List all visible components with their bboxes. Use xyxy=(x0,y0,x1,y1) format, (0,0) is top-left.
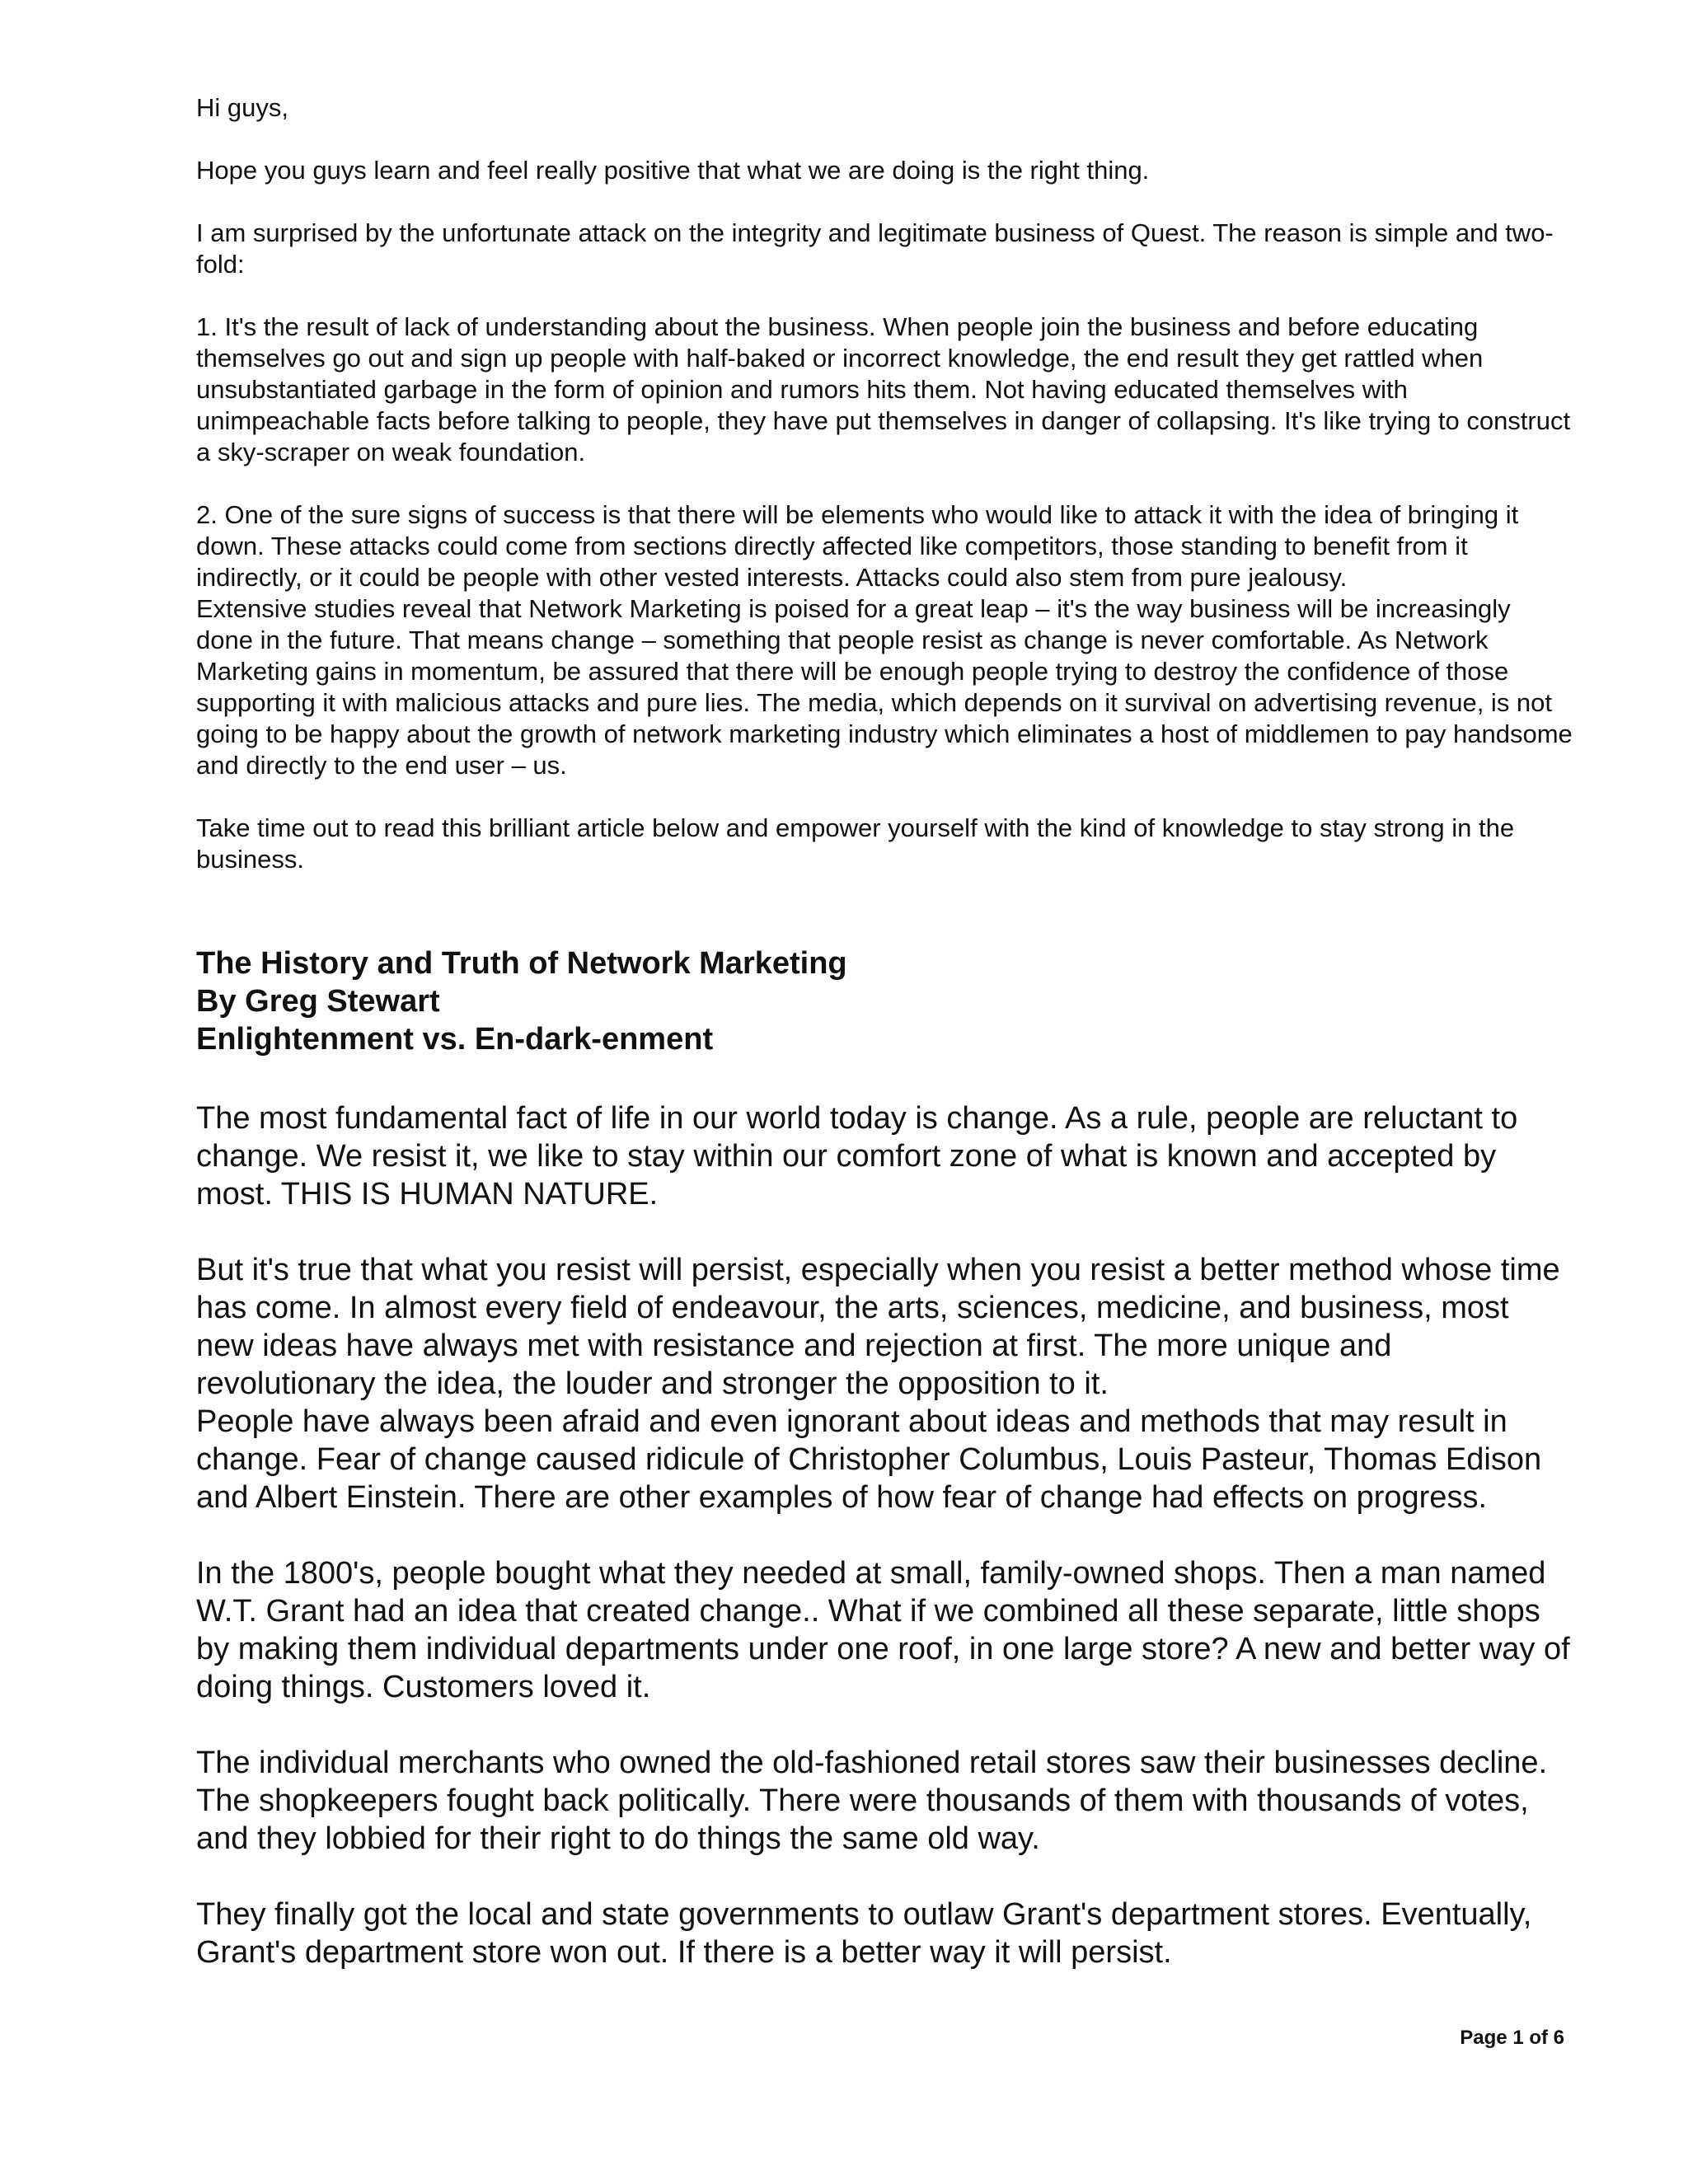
article-title: The History and Truth of Network Marketing xyxy=(196,946,847,981)
article-paragraph-3: People have always been afraid and even ignorant about ideas and methods that may result in change. Fear of change caused ridicule of Christopher Columbus, Louis Pasteur, Thomas Edison and Albert Einstein. There are other examples of how fear of change had effects on progress. xyxy=(196,1404,1542,1515)
page-number: Page 1 of 6 xyxy=(1460,2027,1564,2049)
intro-paragraph-1: Hope you guys learn and feel really positive that what we are doing is the right thing. xyxy=(196,156,1150,185)
intro-paragraph-5: Extensive studies reveal that Network Marketing is poised for a great leap – it's the way business will be increasingly done in the future. That means change – something that people resist as change is never comfortable. As Network Marketing gains in momentum, be assured that there will be enough people trying to destroy the confidence of those supporting it with malicious attacks and pure lies. The media, which depends on it survival on advertising revenue, is not going to be happy about the growth of network marketing industry which eliminates a host of middlemen to pay handsome and directly to the end user – us. xyxy=(196,594,1573,780)
article-paragraph-2: But it's true that what you resist will persist, especially when you resist a better method whose time has come. In almost every field of endeavour, the arts, sciences, medicine, and business, most new ideas have always met with resistance and rejection at first. The more unique and revolutionary the idea, the louder and stronger the opposition to it. xyxy=(196,1253,1560,1401)
article-body xyxy=(196,1099,1573,2009)
article-subtitle: Enlightenment vs. En-dark-enment xyxy=(196,1022,714,1057)
article-paragraph-1: The most fundamental fact of life in our world today is change. As a rule, people are reluctant to change. We resist it, we like to stay within our comfort zone of what is known and accepted by most. THIS IS HUMAN NATURE. xyxy=(196,1101,1518,1212)
article-byline: By Greg Stewart xyxy=(196,984,440,1019)
article-paragraph-6: They finally got the local and state governments to outlaw Grant's department stores. Eventually, Grant's department store won out. If there is a better way it will persist. xyxy=(196,1897,1532,1970)
intro-paragraph-6: Take time out to read this brilliant article below and empower yourself with the kind of knowledge to stay strong in the business. xyxy=(196,813,1515,874)
intro-paragraph-4: 2. One of the sure signs of success is that there will be elements who would like to attack it with the idea of bringing it down. These attacks could come from sections directly affected like competitors, those standing to benefit from it indirectly, or it could be people with other vested interests. Attacks could also stem from pure jealousy. xyxy=(196,500,1519,592)
article-paragraph-5: The individual merchants who owned the old-fashioned retail stores saw their businesses decline. The shopkeepers fought back politically. There were thousands of them with thousands of votes, and they lobbied for their right to do things the same old way. xyxy=(196,1746,1548,1856)
intro-paragraph-2: I am surprised by the unfortunate attack on the integrity and legitimate business of Quest. The reason is simple and two-fold: xyxy=(196,218,1554,279)
greeting: Hi guys, xyxy=(196,93,288,122)
article-heading xyxy=(196,944,1573,1058)
article-paragraph-4: In the 1800's, people bought what they needed at small, family-owned shops. Then a man named W.T. Grant had an idea that created change.. What if we combined all these separate, little shops by making them individual departments under one roof, in one large store? A new and better way of doing things. Customers loved it. xyxy=(196,1556,1570,1704)
intro-paragraph-3: 1. It's the result of lack of understanding about the business. When people join the business and before educating themselves go out and sign up people with half-baked or incorrect knowledge, the end result they get rattled when unsubstantiated garbage in the form of opinion and rumors hits them. Not having educated themselves with unimpeachable facts before talking to people, they have put themselves in danger of collapsing. It's like trying to construct a sky-scraper on weak foundation. xyxy=(196,312,1571,466)
intro-section xyxy=(196,92,1573,907)
